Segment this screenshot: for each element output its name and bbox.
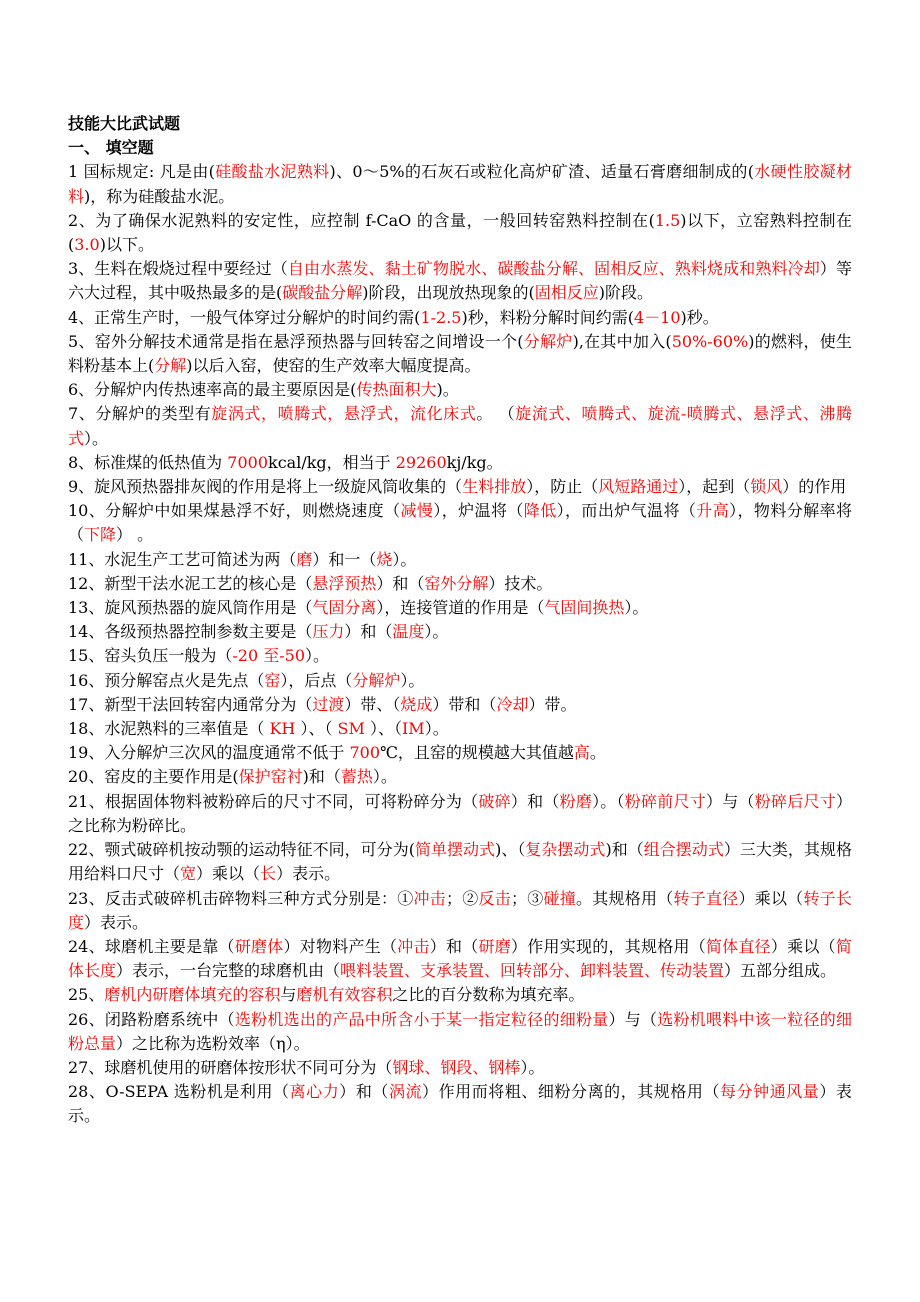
answer-text: KH (269, 719, 296, 739)
question-item (68, 717, 852, 741)
answer-text: 研磨体 (234, 936, 284, 956)
answer-text: 冲击 (397, 936, 430, 956)
question-text: 14、各级预热器控制参数主要是（ (68, 622, 313, 642)
question-text: ）带。 (528, 694, 577, 714)
question-item (68, 330, 852, 378)
question-text: ）的作用 (782, 477, 847, 497)
answer-text: 粉磨 (559, 791, 593, 811)
question-text: 24、球磨机主要是靠（ (68, 936, 235, 956)
answer-text: 4－10 (633, 307, 681, 327)
question-text: 8、标准煤的低热值为 (68, 452, 228, 472)
question-text: 1 国标规定: 凡是由( (68, 162, 215, 182)
question-text: ）。 (392, 549, 417, 569)
question-text: 15、窑头负压一般为（ (68, 646, 233, 666)
question-text: )以下，立窑熟料控制在( (68, 210, 852, 255)
question-text: ；② (446, 888, 479, 908)
question-text: )的燃料，使生料粉基本上( (68, 331, 852, 376)
question-item (68, 935, 852, 983)
question-item (68, 838, 852, 886)
answer-text: 转子直径 (673, 888, 739, 908)
question-text: ）对物料产生（ (283, 936, 398, 956)
answer-text: 29260 (395, 452, 447, 472)
answer-text: -20 至-50 (232, 646, 305, 666)
question-text: 19、入分解炉三次风的温度通常不低于 (68, 743, 350, 763)
question-text: 25、 (68, 985, 105, 1005)
question-text: ）等六大过程，其中吸热最多的是( (68, 259, 852, 303)
question-item (68, 257, 852, 305)
question-item (68, 306, 852, 330)
document-page (68, 112, 852, 1129)
question-text: ）和（ (376, 573, 425, 593)
answer-text: 组合摆动式 (643, 840, 724, 860)
question-text: 7、分解炉的类型有 (68, 404, 212, 424)
answer-text: 自由水蒸发、黏土矿物脱水、碳酸盐分解、固相反应、熟料烧成和熟料冷却 (287, 259, 820, 279)
question-item (68, 1056, 852, 1080)
answer-text: 研磨 (478, 936, 511, 956)
answer-text: 水硬性胶凝材料 (68, 162, 852, 206)
answer-text: 高 (573, 743, 590, 763)
question-text: 27、球磨机使用的研磨体按形状不同可分为（ (68, 1057, 393, 1077)
answer-text: 风短路通过 (598, 477, 679, 497)
question-text: ℃，且窑的规模越大其值越 (380, 743, 574, 763)
question-item (68, 572, 852, 596)
question-item (68, 378, 852, 402)
question-text: ）、（ (364, 719, 402, 739)
answer-text: 硅酸盐水泥熟料 (214, 162, 330, 182)
answer-text: 旋流式、喷腾式、旋流-喷腾式、悬浮式、沸腾式 (68, 404, 852, 448)
answer-text: 长 (260, 864, 277, 884)
document-title: 技能大比武试题 (68, 114, 181, 133)
answer-text: 保护窑衬 (238, 767, 303, 787)
question-item (68, 1080, 852, 1128)
answer-text: 3.0 (74, 235, 100, 255)
question-text: ）、（ (295, 719, 338, 739)
answer-text: 分解炉 (523, 331, 573, 351)
answer-text: 反击 (478, 888, 511, 908)
answer-text: 分解 (154, 356, 187, 376)
question-text: ），连接管道的作用是（ (376, 598, 545, 618)
answer-text: 每分钟通风量 (720, 1082, 820, 1102)
question-item (68, 548, 852, 572)
question-text: 17、新型干法回转窑内通常分为（ (68, 694, 313, 714)
question-text: ）与（ (608, 1009, 658, 1029)
question-text: ）作用而将粗、细粉分离的，其规格用（ (422, 1082, 721, 1102)
question-text: ）。 (424, 719, 449, 739)
question-text: 与 (280, 985, 297, 1005)
answer-text: 碰撞 (543, 888, 576, 908)
answer-text: 固相反应 (534, 283, 599, 303)
question-text: ）带、（ (344, 694, 401, 714)
question-item (68, 983, 852, 1007)
answer-text: 传热面积大 (356, 380, 437, 400)
question-item (68, 790, 852, 838)
question-item (68, 499, 852, 547)
question-text: )阶段，出现放热现象的( (362, 283, 535, 303)
question-text: ），防止（ (526, 477, 599, 497)
question-text: ）。 (624, 598, 649, 618)
answer-text: 减慢 (400, 501, 434, 521)
answer-text: SM (337, 719, 365, 739)
question-text: ）和（ (429, 936, 479, 956)
answer-text: 冲击 (413, 888, 446, 908)
answer-text: 降低 (523, 501, 557, 521)
question-text: 28、O-SEPA 选粉机是利用（ (68, 1082, 290, 1102)
answer-text: 1-2.5 (420, 307, 462, 327)
question-text: ；③ (511, 888, 544, 908)
question-item (68, 596, 852, 620)
question-text: ）。 (84, 428, 109, 448)
question-text: ）表示，一台完整的球磨机由（ (116, 961, 341, 981)
answer-text: 1.5 (654, 210, 681, 230)
question-text: kcal/kg，相当于 (268, 452, 396, 472)
question-text: 12、新型干法水泥工艺的核心是（ (68, 573, 313, 593)
question-item (68, 620, 852, 644)
question-text: 之比的百分数称为填充率。 (392, 985, 585, 1005)
answer-text: 气固分离 (312, 598, 377, 618)
question-text: 。其规格用（ (576, 888, 674, 908)
question-text: )阶段。 (598, 283, 654, 303)
question-text: )、（ (495, 840, 526, 860)
question-text: 11、水泥生产工艺可简述为两（ (68, 549, 297, 569)
question-text: ),在其中加入( (572, 331, 672, 351)
question-item (68, 765, 852, 789)
answer-text: 简单摆动式 (414, 840, 496, 860)
answer-text: 分解炉 (352, 670, 401, 690)
section-heading: 一、 填空题 (68, 138, 154, 158)
answer-text: 升高 (696, 501, 730, 521)
question-text: ）乘以（ (738, 888, 804, 908)
question-text: )秒，料粉分解时间约需( (461, 307, 634, 327)
question-text: )，称为硅酸盐水泥。 (84, 186, 235, 206)
answer-text: 过渡 (312, 694, 345, 714)
question-text: 21、根据固体物料被粉碎后的尺寸不同，可将粉碎分为（ (68, 791, 479, 811)
question-text: ），后点（ (280, 670, 353, 690)
answer-text: 旋涡式，喷腾式，悬浮式，流化床式 (211, 404, 477, 424)
question-text: 18、水泥熟料的三率值是（ (68, 719, 270, 739)
question-text: 4、正常生产时，一般气体穿过分解炉的时间约需( (68, 307, 421, 327)
answer-text: 涡流 (388, 1082, 423, 1102)
question-text: ）和一（ (312, 549, 377, 569)
answer-text: 烧 (376, 549, 393, 569)
question-text: 20、窑皮的主要作用是( (68, 767, 239, 787)
answer-text: 简体直径 (705, 936, 771, 956)
question-text: ）与（ (706, 791, 755, 811)
question-text: ）。 (424, 622, 449, 642)
question-item (68, 887, 852, 935)
question-text: )以后入窑，使窑的生产效率大幅度提高。 (186, 356, 481, 376)
answer-text: 破碎 (478, 791, 511, 811)
question-text: kj/kg。 (446, 452, 503, 472)
answer-text: 粉碎后尺寸 (754, 791, 836, 811)
question-text: ）作用实现的，其规格用（ (511, 936, 706, 956)
question-text: 2、为了确保水泥熟料的安定性，应控制 f-CaO 的含量，一般回转窑熟料控制在( (68, 210, 655, 230)
question-text: ）五部分组成。 (724, 961, 837, 981)
answer-text: 压力 (312, 622, 345, 642)
question-text: ）和（ (510, 791, 560, 811)
answer-text: 温度 (392, 622, 425, 642)
question-text: ），物料分解率将（ (68, 501, 852, 545)
answer-text: 磨 (296, 549, 313, 569)
question-text: ）表示。 (84, 912, 149, 932)
question-text: ）带和（ (432, 694, 497, 714)
question-item (68, 475, 852, 499)
answer-text: 碳酸盐分解 (282, 283, 363, 303)
answer-text: 离心力 (289, 1082, 340, 1102)
question-text: 3、生料在煅烧过程中要经过（ (68, 259, 288, 279)
question-text: ）技术。 (488, 573, 553, 593)
question-item (68, 1008, 852, 1056)
answer-text: 选粉机喂料中该一粒径的细粉总量 (68, 1009, 852, 1053)
question-text: ） 。 (116, 525, 154, 545)
question-text: ）乘以（ (196, 864, 261, 884)
question-item (68, 402, 852, 450)
question-text: ）表示。 (276, 864, 341, 884)
answer-text: 钢球、钢段、钢棒 (392, 1057, 521, 1077)
question-text: ）之比称为粉碎比。 (68, 791, 852, 835)
question-text: ）之比称为选粉效率（η）。 (116, 1033, 310, 1053)
question-text: 。 (589, 743, 606, 763)
question-text: ），炉温将（ (433, 501, 524, 521)
question-text: ）和（ (344, 622, 393, 642)
question-text: 。 （ (476, 404, 516, 424)
question-text: ），起到（ (678, 477, 751, 497)
question-item (68, 741, 852, 765)
question-text: 9、旋风预热器排灰阀的作用是将上一级旋风筒收集的（ (68, 477, 463, 497)
question-text: 22、颚式破碎机按动颚的运动特征不同，可分为( (68, 840, 415, 860)
question-text: )、0～5%的石灰石或粒化高炉矿渣、适量石膏磨细制成的( (329, 162, 755, 182)
answer-text: IM (401, 719, 425, 739)
question-text: )以下。 (99, 235, 154, 255)
answer-text: 复杂摆动式 (525, 840, 606, 860)
question-text: )和（ (302, 767, 341, 787)
question-item (68, 693, 852, 717)
question-text: 16、预分解窑点火是先点（ (68, 670, 265, 690)
question-text: ），而出炉气温将（ (556, 501, 697, 521)
question-text: 5、窑外分解技术通常是指在悬浮预热器与回转窑之间增设一个( (68, 331, 524, 351)
answer-text: 磨机有效容积 (296, 985, 393, 1005)
question-item (68, 669, 852, 693)
answer-text: 700 (349, 743, 380, 763)
answer-text: 简体长度 (68, 936, 852, 981)
question-text: )。 (436, 380, 459, 400)
question-item (68, 644, 852, 668)
question-text: 6、分解炉内传热速率高的最主要原因是( (68, 380, 357, 400)
question-list (68, 160, 852, 1128)
question-text: 13、旋风预热器的旋风筒作用是（ (68, 598, 313, 618)
answer-text: 转子长度 (68, 888, 852, 932)
question-text: ）三大类，其规格用给料口尺寸（ (68, 840, 852, 884)
answer-text: 喂料装置、支承装置、回转部分、卸料装置、传动装置 (340, 961, 725, 981)
answer-text: 窑 (264, 670, 281, 690)
question-text: ）和（ (339, 1082, 389, 1102)
answer-text: 宽 (180, 864, 197, 884)
answer-text: 锁风 (750, 477, 783, 497)
answer-text: 选粉机选出的产品中所含小于某一指定粒径的细粉量 (234, 1009, 609, 1029)
answer-text: 窑外分解 (424, 573, 489, 593)
answer-text: 生料排放 (462, 477, 527, 497)
question-item (68, 160, 852, 208)
question-text: ）。 (400, 670, 425, 690)
question-text: )和（ (605, 840, 644, 860)
answer-text: 烧成 (400, 694, 433, 714)
question-text: 23、反击式破碎机击碎物料三种方式分别是：① (68, 888, 414, 908)
question-text: ）。（ (592, 791, 625, 811)
question-text: 10、分解炉中如果煤悬浮不好，则燃烧速度（ (68, 501, 401, 521)
question-text: 26、闭路粉磨系统中（ (68, 1009, 235, 1029)
answer-text: 蓄热 (340, 767, 373, 787)
question-text: ）。 (305, 646, 330, 666)
question-text: ）表示。 (68, 1082, 852, 1126)
answer-text: 磨机内研磨体填充的容积 (104, 985, 281, 1005)
question-item (68, 451, 852, 475)
answer-text: 下降 (84, 525, 117, 545)
answer-text: 50%-60% (671, 331, 749, 351)
question-item (68, 209, 852, 257)
answer-text: 悬浮预热 (312, 573, 377, 593)
answer-text: 冷却 (496, 694, 529, 714)
answer-text: 粉碎前尺寸 (624, 791, 706, 811)
answer-text: 7000 (227, 452, 268, 472)
question-text: ）。 (520, 1057, 545, 1077)
question-text: ）。 (372, 767, 397, 787)
question-text: ）乘以（ (770, 936, 836, 956)
question-text: )秒。 (680, 307, 719, 327)
answer-text: 气固间换热 (544, 598, 625, 618)
